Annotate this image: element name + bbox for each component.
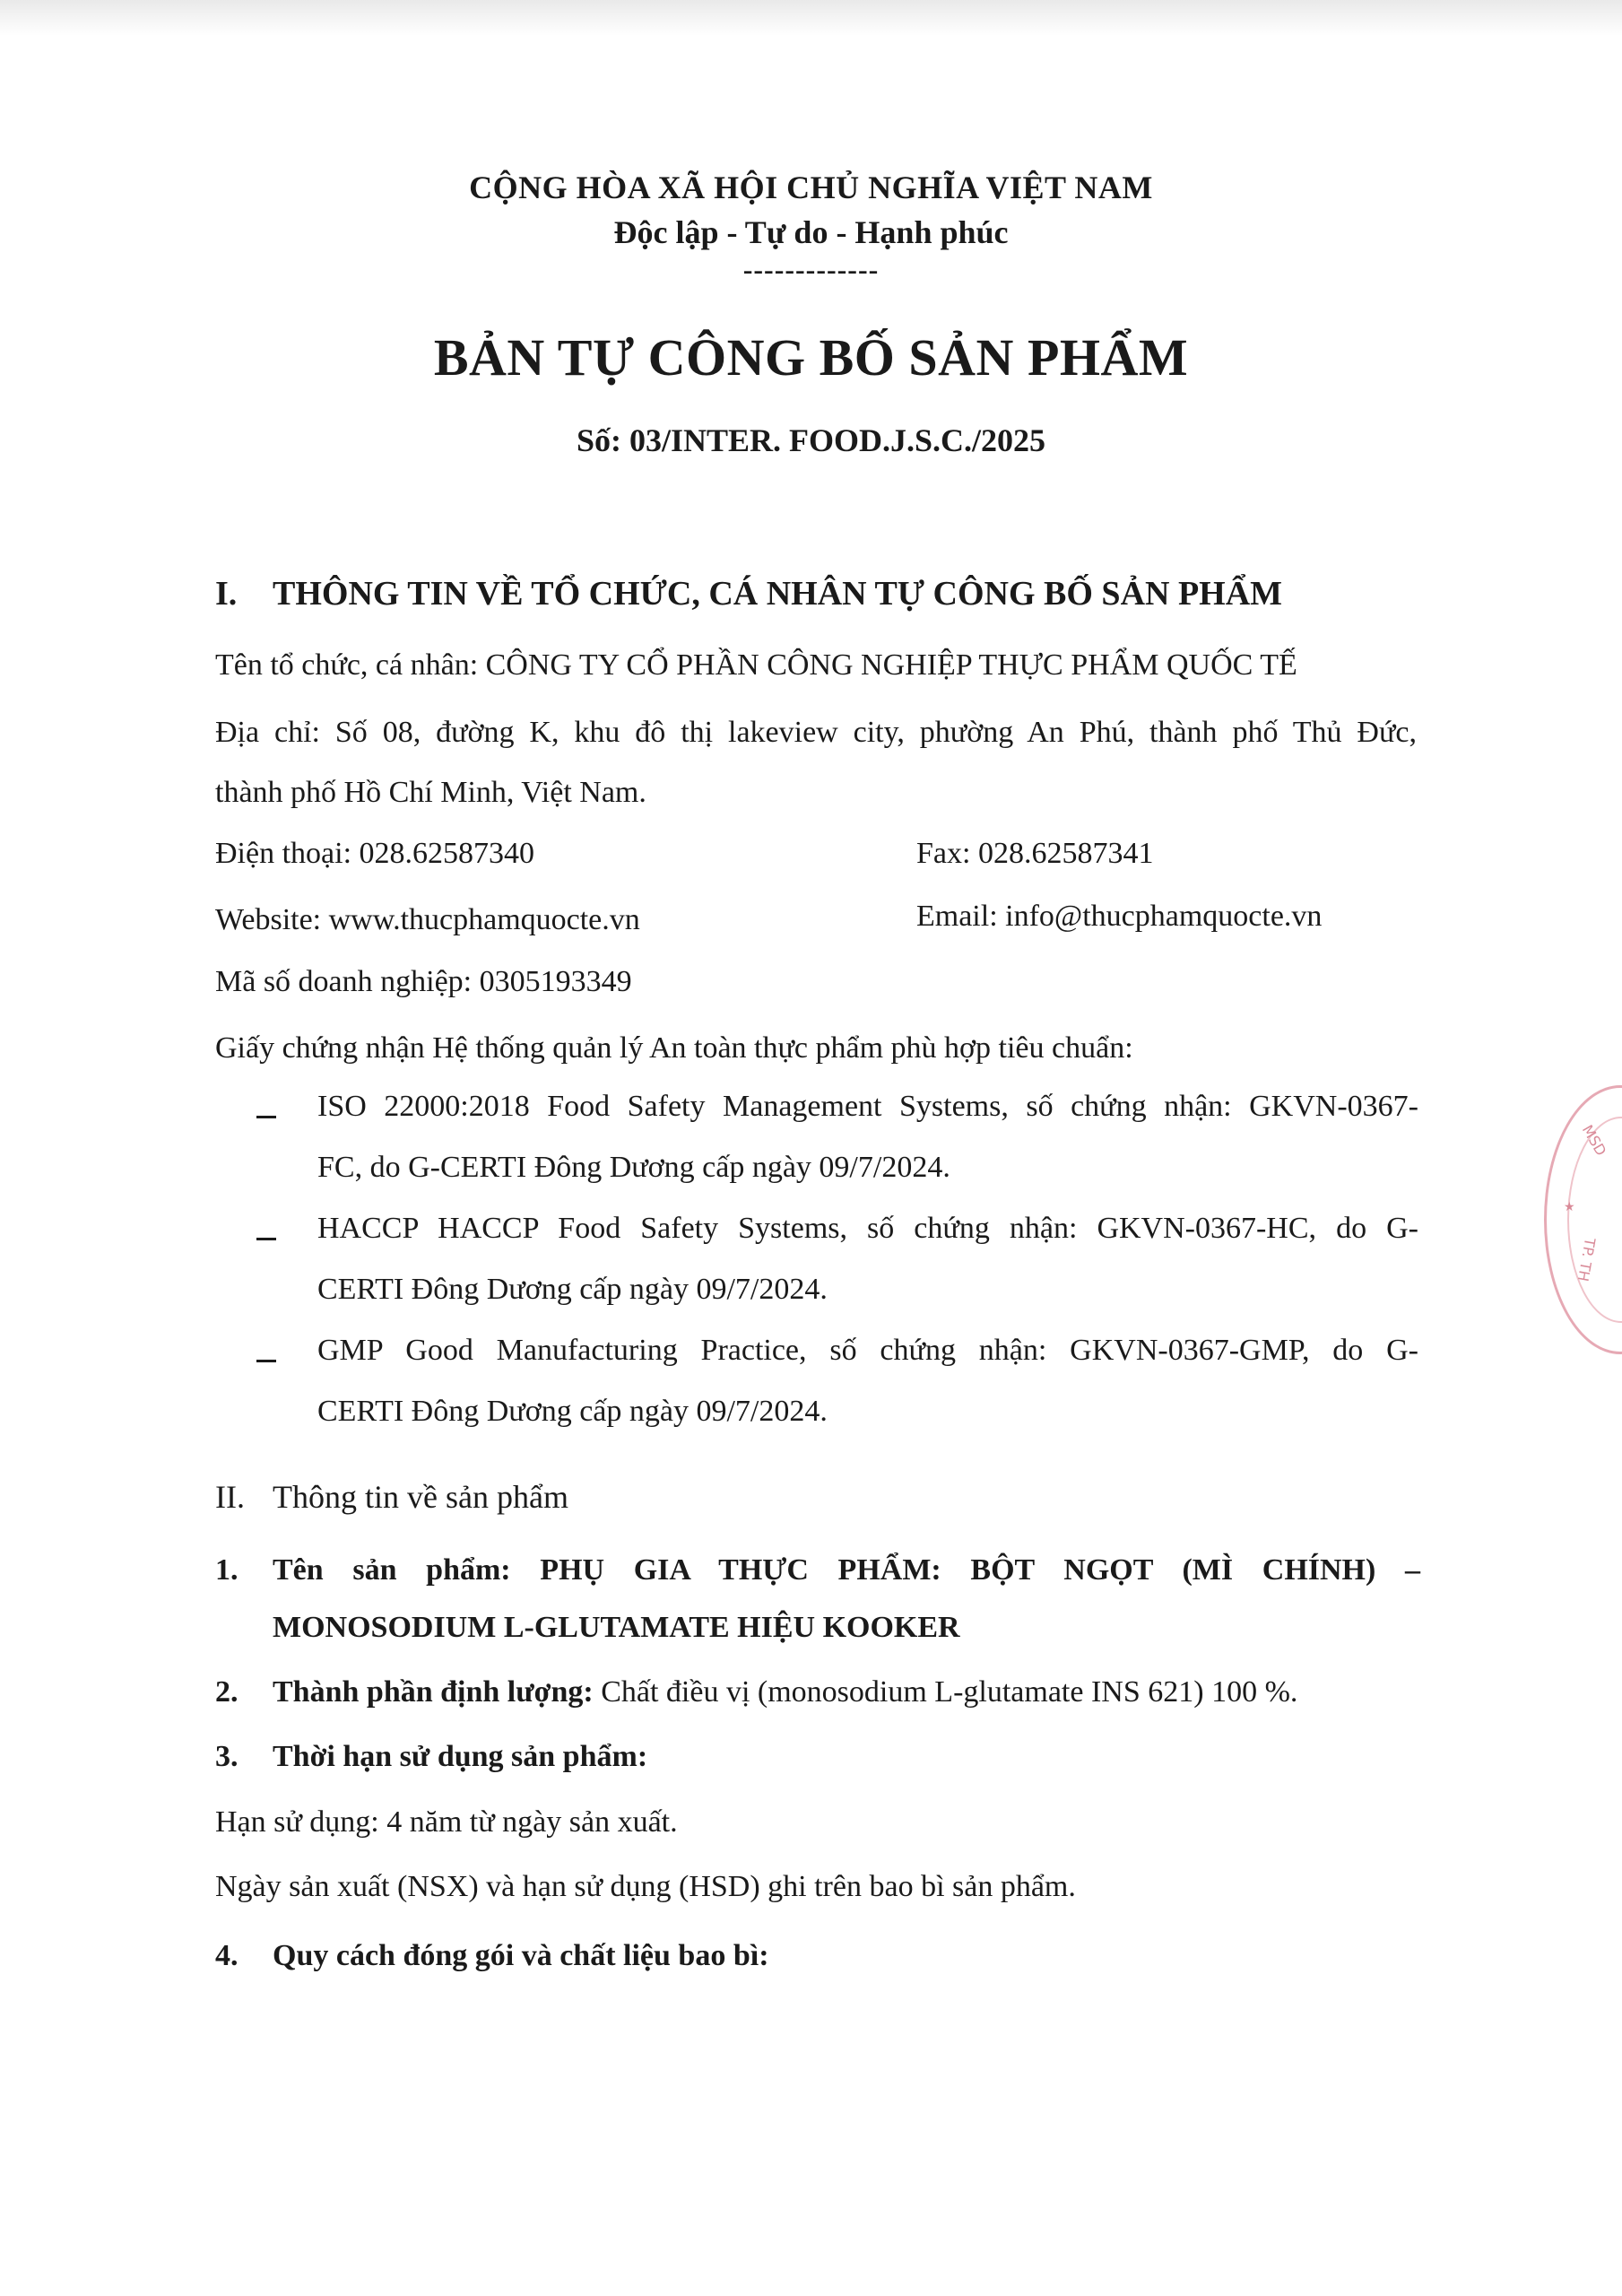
document-title: BẢN TỰ CÔNG BỐ SẢN PHẨM: [433, 328, 1189, 387]
item-3-label: Thời hạn sử dụng sản phẩm:: [273, 1740, 648, 1773]
cert-1-line-2: FC, do G-CERTI Đông Dương cấp ngày 09/7/2024.: [317, 1151, 950, 1184]
item-1-line: [273, 1553, 1420, 1587]
list-dash: [256, 1360, 276, 1362]
website: Website: www.thucphamquocte.vn: [215, 903, 640, 936]
seal-text: TP. TH: [1574, 1236, 1600, 1283]
item-1-number: 1.: [215, 1553, 239, 1587]
item-2-value: Chất điều vị (monosodium L-glutamate INS 621) 100 %.: [601, 1675, 1298, 1709]
address-line-1: Địa chỉ: Số 08, đường K, khu đô thị lakeview city, phường An Phú, thành phố Thủ Đức,: [215, 716, 1417, 749]
seal-star-icon: ★: [1564, 1200, 1575, 1214]
fax: Fax: 028.62587341: [916, 837, 1154, 870]
item-4-number: 4.: [215, 1939, 239, 1972]
item-3-number: 3.: [215, 1740, 239, 1773]
header-divider: -------------: [742, 253, 880, 285]
list-dash: [256, 1116, 276, 1118]
item-2-number: 2.: [215, 1675, 239, 1709]
section-2-numeral: II.: [215, 1479, 245, 1515]
item-1-value-line-1: PHỤ GIA THỰC PHẨM: BỘT NGỌT (MÌ CHÍNH) –: [540, 1553, 1420, 1587]
national-title: CỘNG HÒA XÃ HỘI CHỦ NGHĨA VIỆT NAM: [469, 170, 1153, 205]
item-1-label: Tên sản phẩm:: [273, 1553, 511, 1587]
tax-code: Mã số doanh nghiệp: 0305193349: [215, 965, 632, 998]
email: Email: info@thucphamquocte.vn: [916, 900, 1323, 933]
section-2-heading: Thông tin về sản phẩm: [273, 1479, 568, 1515]
phone: Điện thoại: 028.62587340: [215, 837, 535, 870]
item-1-value-line-2: MONOSODIUM L-GLUTAMATE HIỆU KOOKER: [273, 1611, 960, 1644]
section-1-numeral: I.: [215, 575, 238, 613]
shelf-life: Hạn sử dụng: 4 năm từ ngày sản xuất.: [215, 1805, 678, 1839]
national-motto: Độc lập - Tự do - Hạnh phúc: [613, 214, 1009, 250]
document-number: Số: 03/INTER. FOOD.J.S.C./2025: [576, 422, 1046, 458]
address-line-2: thành phố Hồ Chí Minh, Việt Nam.: [215, 776, 646, 809]
cert-3-line-1: GMP Good Manufacturing Practice, số chứng nhận: GKVN-0367-GMP, do G-: [317, 1334, 1418, 1367]
item-2-line: [273, 1675, 1297, 1709]
cert-2-line-2: CERTI Đông Dương cấp ngày 09/7/2024.: [317, 1273, 828, 1306]
item-4-label: Quy cách đóng gói và chất liệu bao bì:: [273, 1939, 769, 1972]
cert-3-line-2: CERTI Đông Dương cấp ngày 09/7/2024.: [317, 1395, 828, 1428]
scan-top-shadow: [0, 0, 1622, 36]
date-note: Ngày sản xuất (NSX) và hạn sử dụng (HSD) ghi trên bao bì sản phẩm.: [215, 1870, 1076, 1903]
seal-text: MSD: [1578, 1122, 1610, 1159]
list-dash: [256, 1238, 276, 1240]
cert-2-line-1: HACCP HACCP Food Safety Systems, số chứng nhận: GKVN-0367-HC, do G-: [317, 1212, 1418, 1245]
cert-intro: Giấy chứng nhận Hệ thống quản lý An toàn thực phẩm phù hợp tiêu chuẩn:: [215, 1031, 1133, 1065]
section-1-heading: THÔNG TIN VỀ TỔ CHỨC, CÁ NHÂN TỰ CÔNG BỐ SẢN PHẨM: [273, 575, 1283, 613]
cert-1-line-1: ISO 22000:2018 Food Safety Management Systems, số chứng nhận: GKVN-0367-: [317, 1090, 1418, 1123]
item-2-label: Thành phần định lượng:: [273, 1675, 594, 1709]
org-name: Tên tổ chức, cá nhân: CÔNG TY CỔ PHẦN CÔNG NGHIỆP THỰC PHẨM QUỐC TẾ: [215, 648, 1297, 682]
